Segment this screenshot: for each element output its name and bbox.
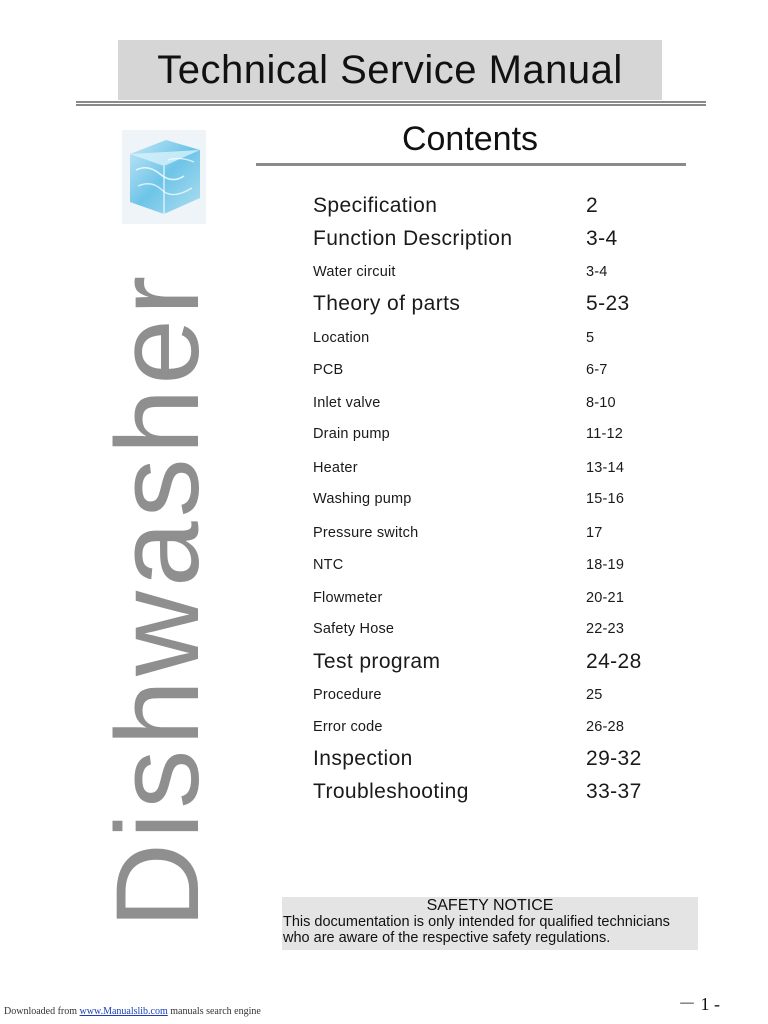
toc-entry-title: Location (313, 330, 370, 346)
safety-notice-title: SAFETY NOTICE (426, 897, 554, 914)
contents-heading: Contents (401, 120, 539, 158)
toc-entry-pages: 24-28 (586, 650, 642, 673)
toc-entry-title: Inspection (313, 747, 413, 770)
toc-entry-pages: 29-32 (586, 747, 642, 770)
footer-prefix: Downloaded from (4, 1006, 80, 1017)
toc-entry (313, 590, 673, 620)
toc-entry-title: Flowmeter (313, 590, 383, 606)
toc-entry (313, 362, 673, 392)
toc-entry (313, 194, 673, 224)
manual-title: Technical Service Manual (118, 40, 662, 100)
manualslib-link[interactable]: www.Manualslib.com (79, 1006, 168, 1017)
toc-entry-pages: 18-19 (586, 557, 625, 573)
toc-entry-title: Specification (313, 194, 438, 217)
toc-entry (313, 426, 673, 456)
toc-entry-pages: 5 (586, 330, 595, 346)
toc-entry-pages: 3-4 (586, 264, 608, 280)
safety-notice-line-2: who are aware of the respective safety regulations. (283, 930, 611, 946)
toc-entry-pages: 25 (586, 687, 603, 703)
toc-entry-pages: 17 (586, 525, 603, 541)
page-number: － 1 - (678, 994, 720, 1014)
toc-entry-pages: 11-12 (586, 426, 624, 442)
toc-entry-title: Washing pump (313, 491, 412, 507)
safety-notice (282, 897, 698, 950)
toc-entry (313, 292, 673, 322)
toc-entry (313, 395, 673, 425)
toc-entry-pages: 26-28 (586, 719, 625, 735)
toc-entry-pages: 8-10 (586, 395, 616, 411)
toc-entry-pages: 33-37 (586, 780, 642, 803)
side-title-text: Dishwasher (92, 271, 224, 929)
toc-entry-title: Inlet valve (313, 395, 381, 411)
toc-entry-title: Error code (313, 719, 383, 735)
toc-entry (313, 687, 673, 717)
toc-entry (313, 460, 673, 490)
toc-entry-pages: 3-4 (586, 227, 618, 250)
toc-entry-title: PCB (313, 362, 344, 378)
toc-entry-title: NTC (313, 557, 344, 573)
toc-entry-pages: 13-14 (586, 460, 625, 476)
toc-entry (313, 621, 673, 651)
toc-entry-title: Drain pump (313, 426, 390, 442)
safety-notice-line-1: This documentation is only intended for qualified technicians (283, 914, 670, 930)
toc-entry-title: Safety Hose (313, 621, 395, 637)
toc-entry-title: Procedure (313, 687, 382, 703)
toc-entry-title: Function Description (313, 227, 513, 250)
footer-suffix: manuals search engine (167, 1006, 261, 1017)
toc-entry (313, 491, 673, 521)
toc-entry (313, 525, 673, 555)
toc-entry-title: Pressure switch (313, 525, 419, 541)
title-divider (76, 101, 706, 106)
toc-entry-title: Heater (313, 460, 358, 476)
toc-entry-pages: 20-21 (586, 590, 625, 606)
toc-entry (313, 747, 673, 777)
toc-entry-pages: 15-16 (586, 491, 625, 507)
toc-entry (313, 227, 673, 257)
toc-entry (313, 330, 673, 360)
toc-entry-pages: 6-7 (586, 362, 608, 378)
toc-entry-pages: 22-23 (586, 621, 625, 637)
toc-entry (313, 780, 673, 810)
water-cube-icon (122, 130, 206, 224)
toc-entry (313, 264, 673, 294)
contents-divider (256, 163, 686, 166)
toc-entry (313, 650, 673, 680)
toc-entry-pages: 2 (586, 194, 599, 217)
toc-entry-pages: 5-23 (586, 292, 630, 315)
toc-entry (313, 719, 673, 749)
download-footer (4, 1006, 261, 1017)
toc-entry-title: Test program (313, 650, 441, 673)
toc-entry-title: Water circuit (313, 264, 396, 280)
toc-entry (313, 557, 673, 587)
water-cube-logo (122, 130, 206, 224)
toc-entry-title: Theory of parts (313, 292, 461, 315)
toc-entry-title: Troubleshooting (313, 780, 469, 803)
